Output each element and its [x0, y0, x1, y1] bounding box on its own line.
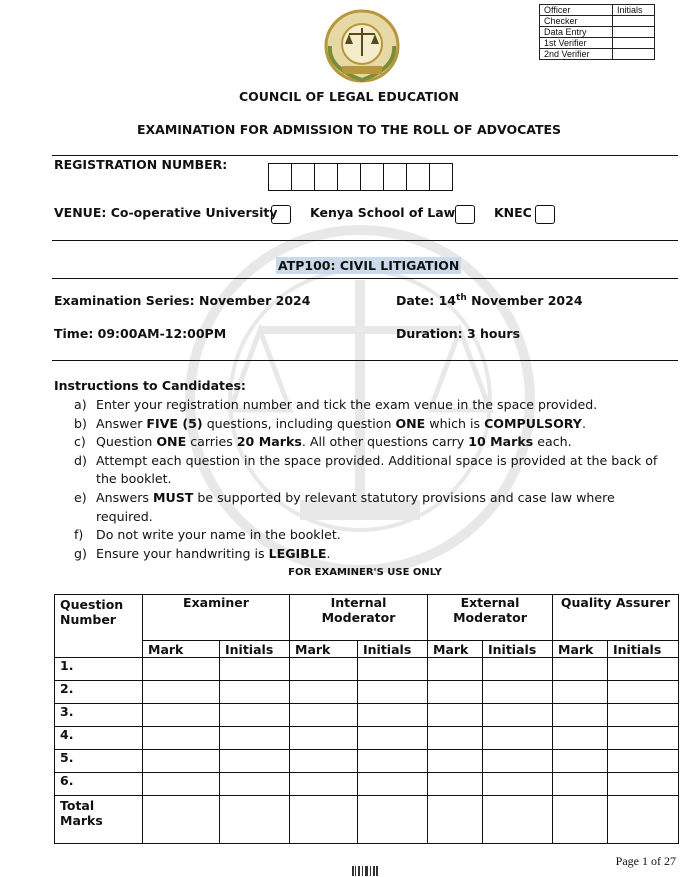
- question-number: 4.: [55, 727, 143, 750]
- question-number: 6.: [55, 773, 143, 796]
- divider: [52, 155, 678, 156]
- initials-header: Initials: [483, 641, 553, 658]
- initials-cell[interactable]: [613, 27, 655, 38]
- external-moderator-header: External Moderator: [428, 595, 553, 641]
- venue-option-knec: KNEC: [494, 205, 532, 220]
- total-row: [55, 796, 679, 844]
- question-number: 5.: [55, 750, 143, 773]
- officer-table: [539, 4, 655, 60]
- instruction-item: b) Answer FIVE (5) questions, including question ONE which is COMPULSORY.: [74, 415, 586, 431]
- exam-date: Date: 14th November 2024: [396, 293, 583, 309]
- exam-time: Time: 09:00AM-12:00PM: [54, 326, 227, 341]
- venue-checkbox-ksl[interactable]: [455, 205, 475, 224]
- initials-cell[interactable]: [613, 16, 655, 27]
- instruction-item: g) Ensure your handwriting is LEGIBLE.: [74, 545, 331, 561]
- question-number: 2.: [55, 681, 143, 704]
- initials-header: Initials: [608, 641, 679, 658]
- venue-checkbox-knec[interactable]: [535, 205, 555, 224]
- mark-header: Mark: [428, 641, 483, 658]
- instructions-heading: Instructions to Candidates:: [54, 378, 246, 393]
- examiner-header: Examiner: [143, 595, 290, 641]
- mark-header: Mark: [553, 641, 608, 658]
- officer-row: 1st Verifier: [540, 38, 613, 49]
- initials-cell[interactable]: [613, 38, 655, 49]
- initials-header: Initials: [358, 641, 428, 658]
- question-number-header: Question Number: [55, 595, 143, 658]
- examiner-table: [54, 594, 679, 844]
- registration-number-boxes[interactable]: [268, 163, 453, 191]
- quality-assurer-header: Quality Assurer: [553, 595, 679, 641]
- initials-cell[interactable]: [613, 49, 655, 60]
- divider: [52, 360, 678, 361]
- council-logo: [322, 6, 402, 84]
- instruction-item: c) Question ONE carries 20 Marks. All other questions carry 10 Marks each.: [74, 434, 572, 450]
- examiner-caption: FOR EXAMINER'S USE ONLY: [288, 567, 442, 578]
- divider: [52, 278, 678, 279]
- question-number: 3.: [55, 704, 143, 727]
- table-row: [55, 658, 679, 681]
- officer-row: Data Entry: [540, 27, 613, 38]
- exam-series: Examination Series: November 2024: [54, 293, 311, 308]
- table-row: [55, 727, 679, 750]
- exam-title: EXAMINATION FOR ADMISSION TO THE ROLL OF ADVOCATES: [136, 122, 562, 137]
- initials-header: Initials: [220, 641, 290, 658]
- instruction-item: f) Do not write your name in the booklet.: [74, 527, 341, 543]
- venue-label: VENUE: Co-operative University: [54, 205, 278, 220]
- course-title: ATP100: CIVIL LITIGATION: [278, 258, 460, 273]
- exam-duration: Duration: 3 hours: [396, 326, 521, 341]
- officer-row: 2nd Verifier: [540, 49, 613, 60]
- instruction-item: e) Answers MUST be supported by relevant statutory provisions and case law where required.: [74, 489, 615, 524]
- page-number: Page 1 of 27: [615, 854, 676, 868]
- table-row: [55, 681, 679, 704]
- total-marks-label: Total Marks: [55, 796, 143, 844]
- question-number: 1.: [55, 658, 143, 681]
- instruction-item: d) Attempt each question in the space provided. Additional space is provided at the back of the booklet.: [74, 452, 658, 487]
- venue-option-ksl: Kenya School of Law: [310, 205, 456, 220]
- council-title: COUNCIL OF LEGAL EDUCATION: [238, 89, 460, 104]
- registration-label: REGISTRATION NUMBER:: [54, 157, 228, 172]
- divider: [52, 240, 678, 241]
- internal-moderator-header: Internal Moderator: [290, 595, 428, 641]
- table-row: [55, 750, 679, 773]
- mark-header: Mark: [290, 641, 358, 658]
- officer-row: Checker: [540, 16, 613, 27]
- mark-header: Mark: [143, 641, 220, 658]
- table-row: [55, 773, 679, 796]
- table-row: [55, 704, 679, 727]
- instructions-list: [74, 396, 674, 563]
- initials-header: Initials: [613, 5, 655, 16]
- venue-checkbox-cooperative[interactable]: [271, 205, 291, 224]
- officer-header: Officer: [540, 5, 613, 16]
- barcode-icon: [352, 866, 378, 876]
- instruction-item: a) Enter your registration number and tick the exam venue in the space provided.: [74, 397, 598, 412]
